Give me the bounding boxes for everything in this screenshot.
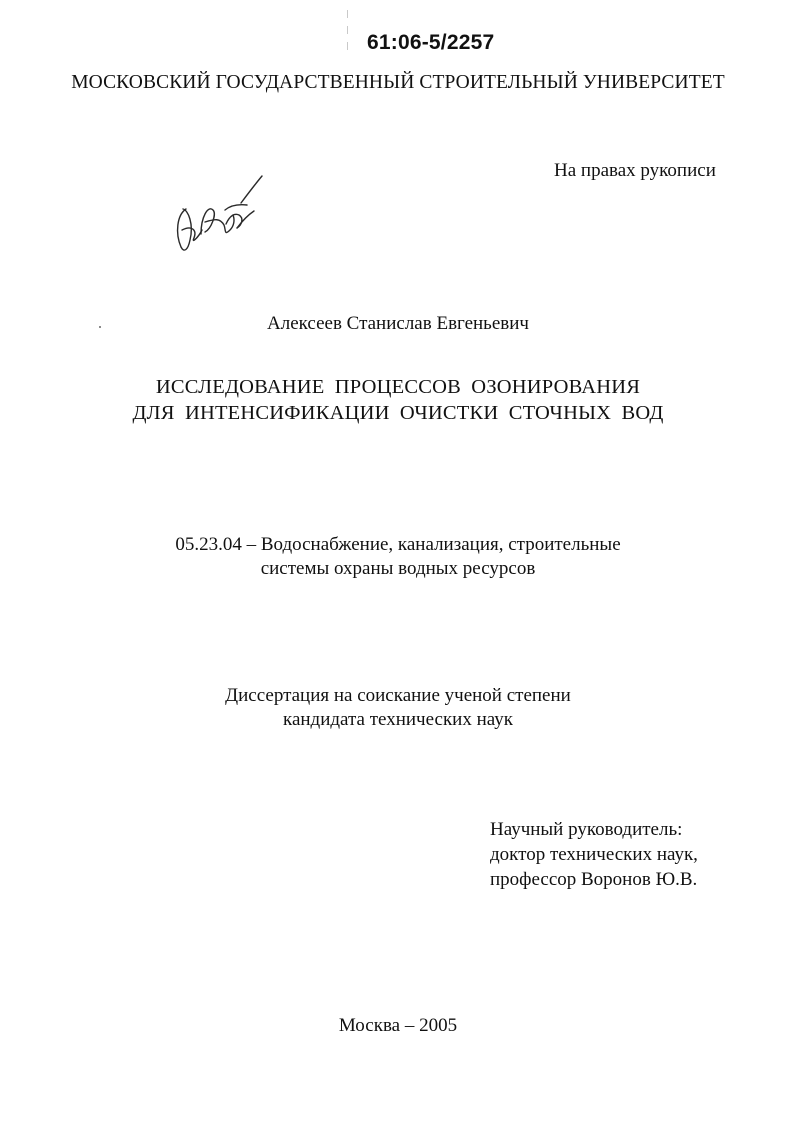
handwritten-signature [168,170,264,260]
university-name: МОСКОВСКИЙ ГОСУДАРСТВЕННЫЙ СТРОИТЕЛЬНЫЙ УНИВЕРСИТЕТ [71,72,725,93]
scan-margin-mark [347,42,348,50]
dissertation-title-line: ДЛЯ ИНТЕНСИФИКАЦИИ ОЧИСТКИ СТОЧНЫХ ВОД [132,402,664,424]
supervisor-line: доктор технических наук, [490,844,698,865]
rights-note: На правах рукописи [554,160,716,181]
supervisor-line: профессор Воронов Ю.В. [490,869,698,890]
catalog-number: 61:06-5/2257 [367,31,495,54]
supervisor-line: Научный руководитель: [490,819,683,840]
scan-margin-mark [347,26,348,34]
author-name: Алексеев Станислав Евгеньевич [267,313,529,334]
specialty-line: 05.23.04 – Водоснабжение, канализация, строительные [175,534,621,555]
city-year: Москва – 2005 [338,1015,458,1036]
dissertation-title-line: ИССЛЕДОВАНИЕ ПРОЦЕССОВ ОЗОНИРОВАНИЯ [155,376,641,398]
supervisor-block [490,817,698,892]
degree-line: кандидата технических наук [283,709,513,730]
specialty-line: системы охраны водных ресурсов [260,558,536,579]
scan-margin-mark [347,10,348,18]
degree-line: Диссертация на соискание ученой степени [225,685,571,706]
